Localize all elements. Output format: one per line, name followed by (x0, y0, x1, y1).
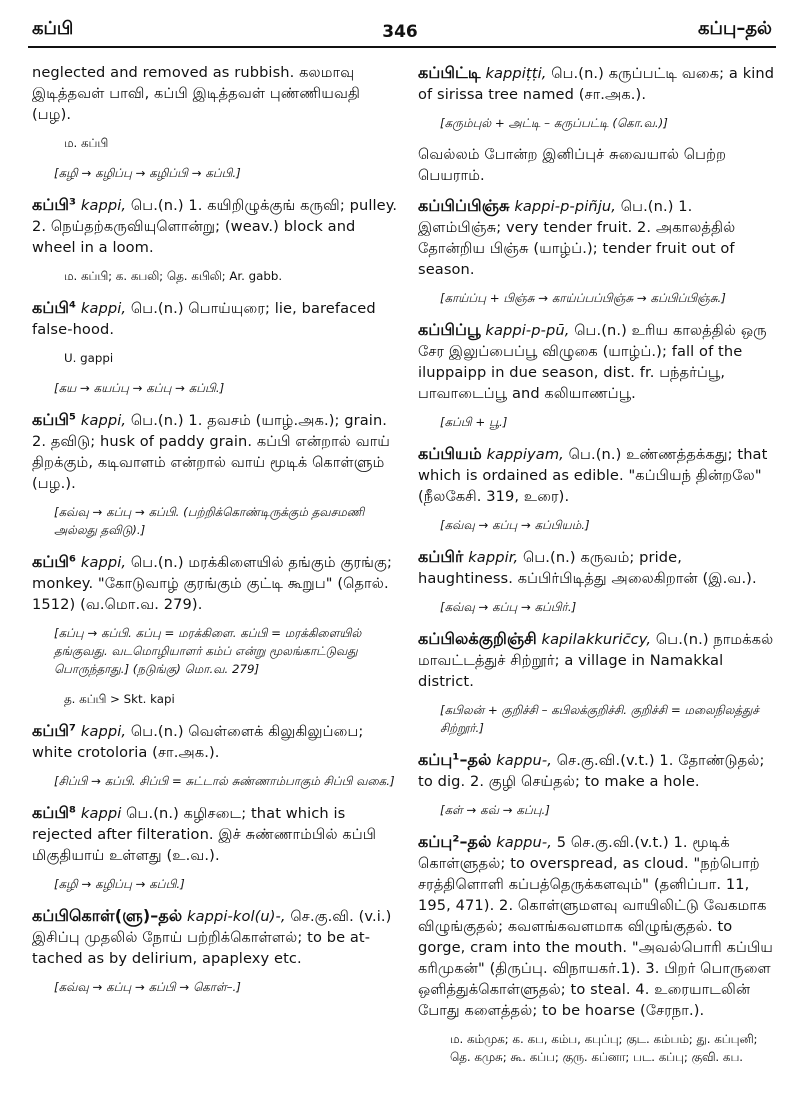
etymology-note: [கவ்வு → கப்பு → கப்பிர்.] (440, 600, 577, 614)
page-header (0, 0, 800, 50)
entry-definition: பெ.(n.) 1. தவசம் (யாழ்.அக.); grain. 2. தவிடு; husk of paddy grain. கப்பி என்றால் வாய் திறக்கும், கடிவாளம் என்றால் வாய் மூடிக் கொள்ளும் (பழ.). (32, 412, 391, 492)
entry-transliteration: kappi, (80, 300, 127, 317)
etymology-note: [கப்பு → கப்பி. கப்பு = மரக்கிளை. கப்பி = மரக்கிளையில் தங்குவது. வடமொழியாளர் கம்ப் என்று மூலங்காட்டுவது பொருந்தாது.] (நடுங்கு) மொ.வ. 279] (54, 626, 362, 676)
entry-definition: பெ.(n.) கருப்பட்டி வகை; a kind of sirissa tree named (சா.அக.). (418, 65, 775, 103)
etymology-note: [கவ்வு → கப்பு → கப்பியம்.] (440, 518, 590, 532)
entry-headword: கப்பி⁴ (32, 298, 77, 317)
entry-definition: பெ.(n.) கழிசடை; that which is rejected after filteration. இச் சுண்ணாம்பில் கப்பி மிகுதியாய் உள்ளது (உ.வ.). (32, 805, 377, 864)
entry-headword: கப்பிட்டி (418, 63, 481, 82)
etymology-note: [கழி → கழிப்பு → கழிப்பி → கப்பி.] (54, 166, 241, 180)
entry-definition: பெ.(n.) 1. கயிறிழுக்குங் கருவி; pulley. 2. நெய்தற்கருவியுளொன்று; (weav.) block and wheel in a loom. (32, 197, 398, 256)
cognate-list: ம. கப்பி; க. கபலி; தெ. கபிலி; Ar. gabb. (64, 269, 283, 283)
entry-headword: கப்பியம் (418, 444, 482, 463)
dictionary-entry (32, 194, 400, 258)
etymology-note: [கய → கயப்பு → கப்பு → கப்பி.] (54, 381, 225, 395)
entry-definition: செ.கு.வி. (v.i.) இசிப்பு முதலில் நோய் பற்றிக்கொள்ளல்; to be at-tached as by delirium, apaplexy etc. (32, 908, 392, 967)
entry-transliteration: kappi, (80, 723, 127, 740)
dictionary-entry (418, 749, 780, 792)
etymology-note: [கவ்வு → கப்பு → கப்பி. (பற்றிக்கொண்டிருக்கும் தவசமணி அல்லது தவிடு).] (54, 505, 365, 537)
entry-definition: பெ.(n.) கருவம்; pride, haughtiness. கப்பிர்பிடித்து அலைகிறான் (இ.வ.). (418, 549, 757, 587)
etymology-note: [கரும்புல் + அட்டி – கருப்பட்டி (கொ.வ.)] (440, 116, 668, 130)
entry-transliteration: kapilakkuric̄cy, (541, 631, 652, 648)
cognate-list: த. கப்பி > Skt. kapi (64, 692, 175, 706)
entry-headword: கப்பி⁸ (32, 803, 77, 822)
entry-transliteration: kappi-p-pū, (485, 322, 570, 339)
etymology-note: [காய்ப்பு + பிஞ்சு → காய்ப்பப்பிஞ்சு → கப்பிப்பிஞ்சு.] (440, 291, 726, 305)
etymology-note: [சிப்பி → கப்பி. சிப்பி = சுட்டால் சுண்ணாம்பாகும் சிப்பி வகை.] (54, 774, 395, 788)
entry-headword: கப்பிப்பூ (418, 320, 481, 339)
entry-headword: கப்பிர் (418, 547, 464, 566)
right-column (418, 62, 780, 1078)
dictionary-entry (32, 409, 400, 494)
entry-definition: பெ.(n.) 1. இளம்பிஞ்சு; very tender fruit. 2. அகாலத்தில் தோன்றிய பிஞ்சு (யாழ்ப்.); tender fruit out of season. (418, 198, 736, 278)
entry-continuation: வெல்லம் போன்ற இனிப்புச் சுவையால் பெற்ற பெயராம். (418, 146, 727, 184)
entry-headword: கப்பி⁷ (32, 721, 77, 740)
dictionary-entry (418, 831, 780, 1021)
entry-definition: பெ.(n.) பொய்யுரை; lie, barefaced false-hood. (32, 300, 376, 338)
entry-transliteration: kappi-p-piñju, (514, 198, 616, 215)
entry-definition: பெ.(n.) நாமக்கல் மாவட்டத்துச் சிற்றூர்; a village in Namakkal district. (418, 631, 774, 690)
entry-transliteration: kappiyam, (486, 446, 564, 463)
entry-transliteration: kappi-kol(u)-, (187, 908, 286, 925)
entry-transliteration: kappu-, (496, 752, 552, 769)
entry-headword: கப்பி³ (32, 195, 77, 214)
entry-headword: கப்பிகொள்(ளு)–தல் (32, 906, 183, 925)
etymology-note: [கழி → கழிப்பு → கப்பி.] (54, 877, 185, 891)
entry-headword: கப்பு¹–தல் (418, 750, 492, 769)
entry-transliteration: kappi (80, 805, 122, 822)
dictionary-entry (418, 443, 780, 507)
dictionary-entry (418, 628, 780, 692)
header-left-guideword: கப்பி (32, 18, 74, 39)
header-right-guideword: கப்பு–தல் (698, 18, 772, 39)
entry-definition: செ.கு.வி.(v.t.) 1. தோண்டுதல்; to dig. 2. குழி செய்தல்; to make a hole. (418, 752, 765, 790)
page-number: 346 (382, 22, 418, 42)
entry-transliteration: kappi, (80, 412, 127, 429)
entry-headword: கப்பி⁵ (32, 410, 77, 429)
entry-definition: பெ.(n.) உண்ணத்தக்கது; that which is ordained as edible. "கப்பியந் தின்றலே" (நீலகேசி. 319, உரை). (418, 446, 768, 505)
entry-headword: கப்பிப்பிஞ்சு (418, 196, 510, 215)
dictionary-entry (32, 297, 400, 340)
dictionary-entry (32, 720, 400, 763)
etymology-note: [கப்பி + பூ.] (440, 415, 508, 429)
cognate-list: ம. கம்முக; க. கப, கம்ப, கபுப்பு; குட. கம்பம்; து. கப்புனி; தெ. கமுசு; கூ. கப்ப; குரு. கப்னா; பட. கப்பு; குவி. கப. (450, 1032, 758, 1064)
entry-headword: கப்பிலக்குறிஞ்சி (418, 629, 537, 648)
dictionary-entry (32, 551, 400, 615)
entry-transliteration: kappiṭṭi, (485, 65, 547, 82)
entry-definition: பெ.(n.) உரிய காலத்தில் ஒரு சேர இலுப்பைப்பூ விழுகை (யாழ்ப்.); fall of the iluppaipp in due season, dist. fr. பந்தர்ப்பூ, பாவாடைப்பூ and கலியாணப்பூ. (418, 322, 767, 402)
entry-definition: 5 செ.கு.வி.(v.t.) 1. மூடிக் கொள்ளுதல்; to overspread, as cloud. "நற்பொற் சரத்திளொளி கப்பத்தெருக்களவும்" (தனிப்பா. 11, 195, 471). 2. கொள்ளுமளவு வாயிலிட்டு வேகமாக விழுங்குதல்; கவளங்கவளமாக விழுங்குதல். to gorge, cram into the mouth. "அவல்பொரி கப்பிய கரிமுகன்" (திருப்பு. விநாயகர்.1). 3. பிறர் பொருளை ஒளித்துக்கொள்ளுதல்; to steal. 4. உரையாடலின் போது களைத்தல்; to be hoarse (சேரநா.). (418, 834, 774, 1019)
cognate-list: U. gappi (64, 351, 114, 365)
dictionary-entry (418, 319, 780, 404)
dictionary-entry (418, 62, 780, 105)
left-column (32, 62, 400, 1008)
etymology-note: [கள் → கவ் → கப்பு.] (440, 803, 550, 817)
entry-transliteration: kappi, (80, 197, 127, 214)
entry-transliteration: kappir, (468, 549, 519, 566)
entry-headword: கப்பு²–தல் (418, 832, 492, 851)
entry-definition: பெ.(n.) மரக்கிளையில் தங்கும் குரங்கு; monkey. "கோடுவாழ் குரங்கும் குட்டி கூறுப" (தொல். 1512) (வ.மொ.வ. 279). (32, 554, 392, 613)
dictionary-entry (32, 905, 400, 969)
dictionary-entry (418, 546, 780, 589)
entry-continuation: neglected and removed as rubbish. கலமாவு இடித்தவள் பாவி, கப்பி இடித்தவள் புண்ணியவதி (பழ). (32, 64, 361, 123)
entry-definition: பெ.(n.) வெள்ளைக் கிலுகிலுப்பை; white crotoloria (சா.அக.). (32, 723, 364, 761)
cognate-list: ம. கப்பி (64, 136, 109, 150)
dictionary-entry (418, 195, 780, 280)
header-rule (28, 46, 776, 48)
entry-transliteration: kappi, (80, 554, 127, 571)
entry-transliteration: kappu-, (496, 834, 552, 851)
dictionary-entry (32, 802, 400, 866)
etymology-note: [கபிலன் + குறிச்சி – கபிலக்குறிச்சி. குறிச்சி = மலைநிலத்துச் சிற்றூர்.] (440, 703, 759, 735)
etymology-note: [கவ்வு → கப்பு → கப்பி → கொள்–.] (54, 980, 241, 994)
entry-headword: கப்பி⁶ (32, 552, 77, 571)
